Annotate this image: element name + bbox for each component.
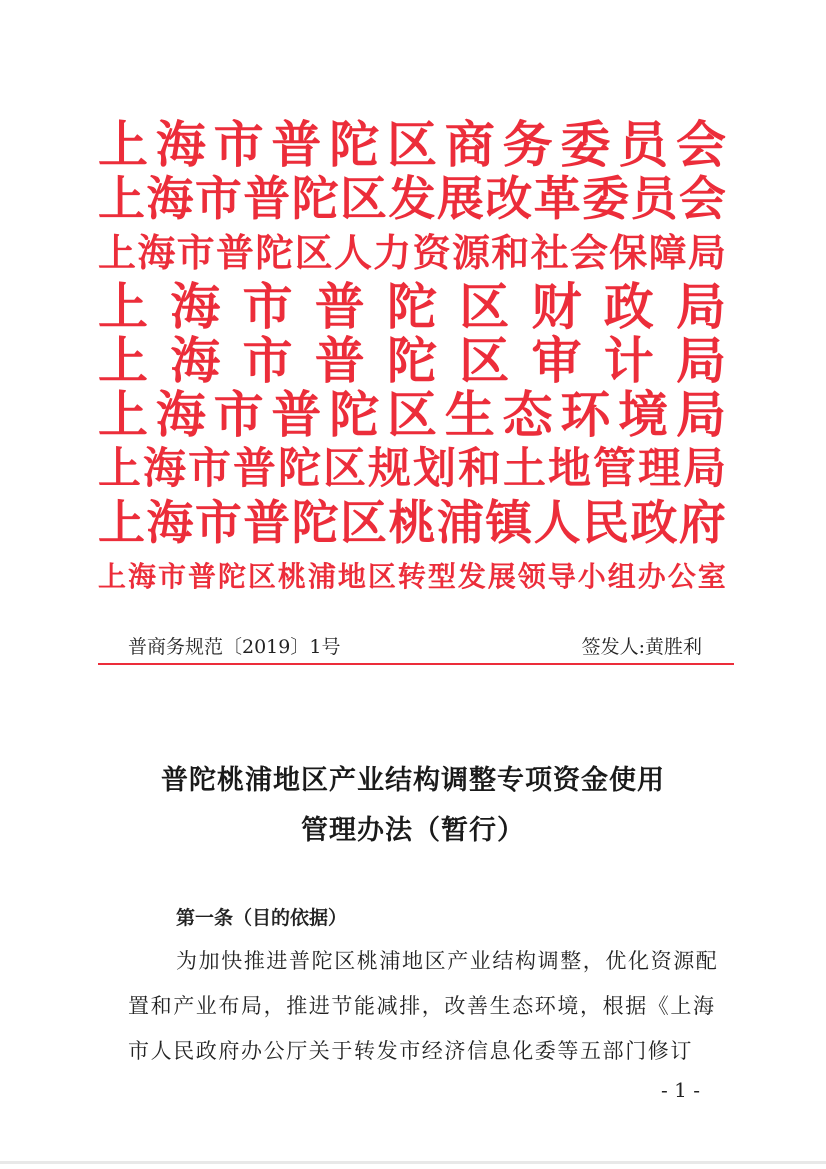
issuer-character: 浦 [436,495,484,551]
issuer-character: 陀 [329,385,380,444]
issuer-character: 会 [678,171,726,227]
issuer-character: 海 [146,171,194,227]
issuer-character: 普 [215,230,254,275]
issuer-character: 员 [618,115,669,174]
issuer-character: 海 [155,115,206,174]
issuer-character: 陀 [217,560,246,593]
issuer-character: 转 [397,560,426,593]
issuer-character: 改 [485,171,533,227]
issuer-character: 办 [637,560,666,593]
issuer-line [98,385,726,444]
issuer-character: 境 [618,385,669,444]
issuer-character: 展 [436,171,484,227]
issuer-character: 土 [503,443,546,494]
issuer-character: 陀 [291,171,339,227]
issuer-character: 委 [582,171,630,227]
issuer-line [98,172,726,226]
body-text-line: 为加快推进普陀区桃浦地区产业结构调整，优化资源配 [176,949,719,973]
issuer-character: 革 [533,171,581,227]
body-text-line: 市人民政府办公厅关于转发市经济信息化委等五部门修订 [128,1039,693,1063]
issuer-character: 区 [340,171,388,227]
issuer-character: 划 [413,443,456,494]
issuer-character: 局 [676,331,726,390]
issuer-character: 委 [560,115,611,174]
issuer-character: 领 [517,560,546,593]
issuer-line [98,226,726,280]
issuer-character: 普 [271,115,322,174]
document-title-line-2: 管理办法（暂行） [301,815,525,846]
issuer-character: 区 [459,331,510,390]
issuer-character: 局 [687,230,726,275]
issuer-character: 海 [170,277,221,336]
issuer-character: 上 [98,230,137,275]
issuer-character: 普 [243,171,291,227]
issuer-character: 桃 [388,495,436,551]
issuer-character: 民 [582,495,630,551]
issuer-character: 力 [373,230,412,275]
issuer-character: 海 [127,560,156,593]
issuer-character: 陀 [291,495,339,551]
issuer-character: 陀 [255,230,294,275]
issuer-character: 导 [547,560,576,593]
issuer-character: 局 [676,277,726,336]
document-title-line-1: 普陀桃浦地区产业结构调整专项资金使用 [161,765,665,796]
document-number: 普商务规范〔2019〕1号 [128,636,341,658]
issuer-character: 务 [502,115,553,174]
issuer-character: 财 [531,277,582,336]
issuer-character: 上 [98,115,148,174]
issuer-character: 组 [607,560,636,593]
issuer-character: 政 [630,495,678,551]
issuer-character: 普 [271,385,322,444]
red-separator-line [98,663,734,665]
issuer-character: 地 [548,443,591,494]
issuer-line [98,550,726,604]
issuer-character: 上 [98,277,148,336]
issuer-character: 陀 [387,277,437,336]
page-bottom-edge [0,1161,826,1164]
issuer-character: 局 [683,443,726,494]
issuer-character: 区 [323,443,366,494]
issuer-character: 区 [340,495,388,551]
issuer-character: 局 [675,385,726,444]
issuer-character: 政 [603,277,654,336]
issuer-character: 区 [294,230,333,275]
article-heading: 第一条（目的依据） [176,907,348,929]
issuer-character: 人 [533,495,581,551]
issuer-character: 会 [569,230,608,275]
issuer-character: 上 [98,171,145,227]
issuer-character: 障 [648,230,687,275]
issuer-character: 市 [188,443,231,494]
issuer-character: 社 [530,230,569,275]
issuer-character: 海 [170,331,221,390]
issuer-character: 区 [386,115,437,174]
issuer-character: 桃 [277,560,306,593]
issuer-character: 海 [155,385,206,444]
issuer-character: 海 [143,443,186,494]
issuer-character: 发 [457,560,486,593]
issuer-character: 管 [593,443,636,494]
issuer-line [98,496,726,550]
issuer-character: 员 [630,171,678,227]
issuer-character: 资 [412,230,451,275]
issuer-character: 上 [98,443,141,494]
issuer-character: 区 [247,560,276,593]
page-number: - 1 - [661,1078,700,1102]
issuer-character: 普 [233,443,276,494]
issuer-line [98,331,726,390]
issuer-character: 计 [603,331,654,390]
issuer-character: 上 [98,385,148,444]
issuer-character: 市 [213,385,264,444]
issuer-character: 市 [242,277,293,336]
issuer-character: 区 [386,385,437,444]
issuer-character: 源 [451,230,490,275]
issuer-character: 区 [459,277,510,336]
issuer-character: 人 [333,230,372,275]
issuer-character: 上 [98,560,127,593]
issuer-character: 区 [367,560,396,593]
issuer-character: 市 [194,495,242,551]
issuer-character: 和 [458,443,501,494]
issuer-line [98,277,726,336]
issuer-character: 商 [444,115,495,174]
issuer-character: 上 [98,331,148,390]
issuer-character: 生 [444,385,495,444]
issuer-character: 普 [314,277,365,336]
signer: 签发人:黄胜利 [581,636,702,658]
issuer-character: 普 [314,331,365,390]
issuer-character: 市 [213,115,264,174]
issuer-character: 市 [157,560,186,593]
issuer-character: 上 [98,495,145,551]
issuer-character: 陀 [329,115,380,174]
issuer-character: 会 [675,115,726,174]
body-text-line: 置和产业布局，推进节能减排，改善生态环境，根据《上海 [128,994,716,1018]
issuer-character: 市 [194,171,242,227]
issuer-character: 和 [491,230,530,275]
issuer-character: 室 [697,560,726,593]
issuer-character: 镇 [485,495,533,551]
issuer-character: 海 [146,495,194,551]
issuer-character: 府 [678,495,726,551]
issuer-character: 市 [242,331,293,390]
issuer-character: 审 [531,331,582,390]
issuer-character: 市 [176,230,215,275]
issuer-character: 小 [577,560,606,593]
issuer-line [98,115,726,174]
issuer-character: 理 [638,443,681,494]
issuer-line [98,442,726,496]
issuer-character: 态 [502,385,553,444]
issuer-character: 规 [368,443,411,494]
issuer-character: 陀 [387,331,437,390]
issuer-character: 普 [187,560,216,593]
issuer-character: 地 [337,560,366,593]
issuer-character: 型 [427,560,456,593]
issuer-character: 浦 [307,560,336,593]
issuer-character: 海 [137,230,176,275]
issuer-character: 保 [609,230,648,275]
issuer-character: 普 [243,495,291,551]
issuer-character: 公 [667,560,696,593]
issuer-character: 展 [487,560,516,593]
issuer-character: 环 [560,385,611,444]
issuing-agencies-header [98,115,726,604]
issuer-character: 发 [388,171,436,227]
issuer-character: 陀 [278,443,321,494]
